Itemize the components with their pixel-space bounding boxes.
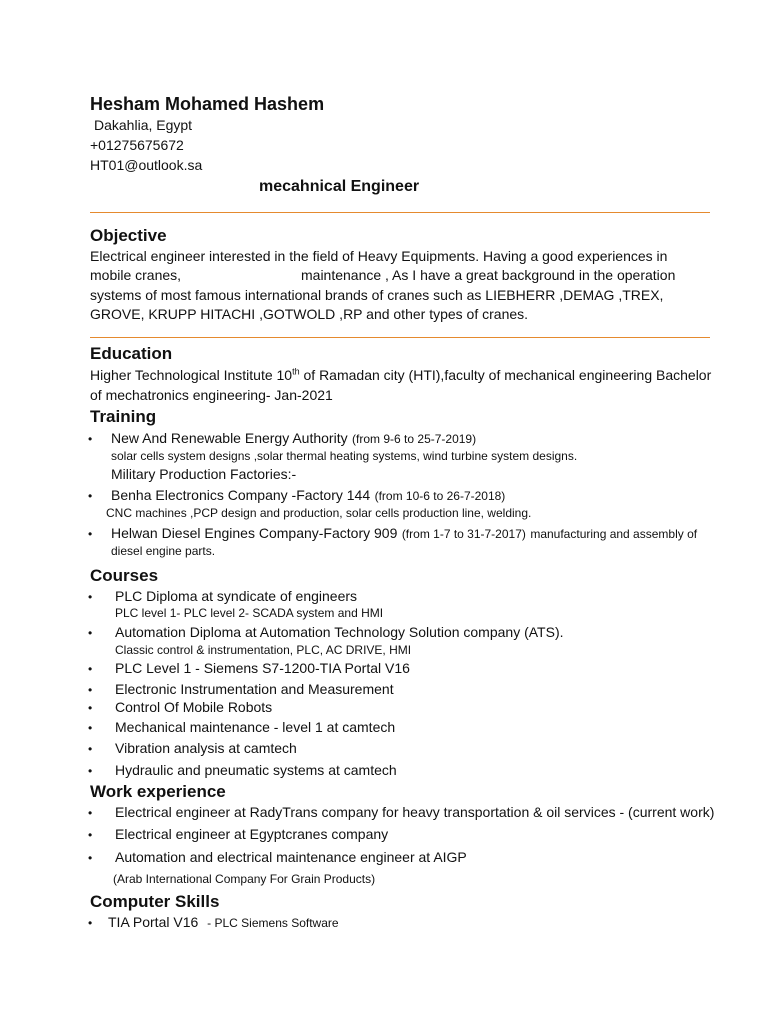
education-institute: Higher Technological Institute 10 [90,367,293,383]
bullet: • [88,828,93,842]
location: Dakahlia, Egypt [94,117,193,133]
training-item-1-desc: solar cells system designs ,solar thermal heating systems, wind turbine system designs. [111,449,578,463]
work-heading: Work experience [90,782,226,801]
training-item-1 [111,430,476,448]
bullet: • [88,590,93,604]
training-item-1-date: (from 9-6 to 25-7-2019) [352,432,477,446]
bullet: • [88,806,93,820]
education-line-1 [90,366,711,386]
job-title: mecahnical Engineer [259,178,420,195]
course-1: PLC Diploma at syndicate of engineers [115,588,358,604]
course-5: Control Of Mobile Robots [115,699,273,715]
skill-item-1-name: TIA Portal V16 [108,914,199,930]
bullet: • [88,432,93,446]
education-heading: Education [90,344,173,363]
training-item-3-org: Helwan Diesel Engines Company-Factory 909 [111,525,398,541]
bullet: • [88,851,93,865]
education-line-2: of mechatronics engineering- Jan-2021 [90,387,333,403]
work-item-3-detail: (Arab International Company For Grain Products) [113,872,376,886]
skill-item-1 [108,914,339,932]
work-item-1: Electrical engineer at RadyTrans company for heavy transportation & oil services - (current work) [115,804,715,820]
email: HT01@outlook.sa [90,157,203,173]
training-item-3-desc-2: diesel engine parts. [111,544,216,558]
skill-item-1-desc: - PLC Siemens Software [207,916,339,930]
bullet: • [88,742,93,756]
skills-heading: Computer Skills [90,892,220,911]
training-item-2 [111,487,505,505]
objective-divider [90,337,710,338]
objective-line-4: GROVE, KRUPP HITACHI ,GOTWOLD ,RP and other types of cranes. [90,306,529,322]
course-1-detail: PLC level 1- PLC level 2- SCADA system and HMI [115,606,384,620]
objective-line-3: systems of most famous international brands of cranes such as LIEBHERR ,DEMAG ,TREX, [90,287,664,303]
bullet: • [88,916,93,930]
bullet: • [88,721,93,735]
bullet: • [88,701,93,715]
bullet: • [88,489,93,503]
bullet: • [88,764,93,778]
bullet: • [88,626,93,640]
applicant-name: Hesham Mohamed Hashem [90,94,325,114]
work-item-3: Automation and electrical maintenance engineer at AIGP [115,849,467,865]
course-8: Hydraulic and pneumatic systems at camtech [115,762,397,778]
training-heading: Training [90,407,157,426]
course-6: Mechanical maintenance - level 1 at camtech [115,719,396,735]
course-7: Vibration analysis at camtech [115,740,297,756]
training-item-2-date: (from 10-6 to 26-7-2018) [374,489,506,503]
objective-line-2a: mobile cranes, [90,267,182,283]
training-item-3-desc: manufacturing and assembly of [530,527,698,541]
course-4: Electronic Instrumentation and Measurement [115,681,394,697]
objective-line-1: Electrical engineer interested in the field of Heavy Equipments. Having a good experiences in [90,248,668,264]
training-item-2-org: Benha Electronics Company -Factory 144 [111,487,371,503]
training-item-2-desc: CNC machines ,PCP design and production, solar cells production line, welding. [106,506,532,520]
training-military: Military Production Factories:- [111,466,297,482]
course-3: PLC Level 1 - Siemens S7-1200-TIA Portal V16 [115,660,410,676]
training-item-3 [111,525,697,543]
course-2: Automation Diploma at Automation Technology Solution company (ATS). [115,624,564,640]
education-superscript: th [292,366,300,377]
bullet: • [88,662,93,676]
work-item-2: Electrical engineer at Egyptcranes company [115,826,389,842]
training-item-3-date: (from 1-7 to 31-7-2017) [401,527,526,541]
courses-heading: Courses [90,566,159,585]
training-item-1-org: New And Renewable Energy Authority [111,430,348,446]
objective-line-2b: maintenance , As I have a great background in the operation [301,267,676,283]
header-divider [90,212,710,213]
phone: +01275675672 [90,137,184,153]
bullet: • [88,683,93,697]
education-faculty: of Ramadan city (HTI),faculty of mechanical engineering Bachelor [299,367,712,383]
bullet: • [88,527,93,541]
objective-heading: Objective [90,226,167,245]
course-2-detail: Classic control & instrumentation, PLC, AC DRIVE, HMI [115,643,412,657]
